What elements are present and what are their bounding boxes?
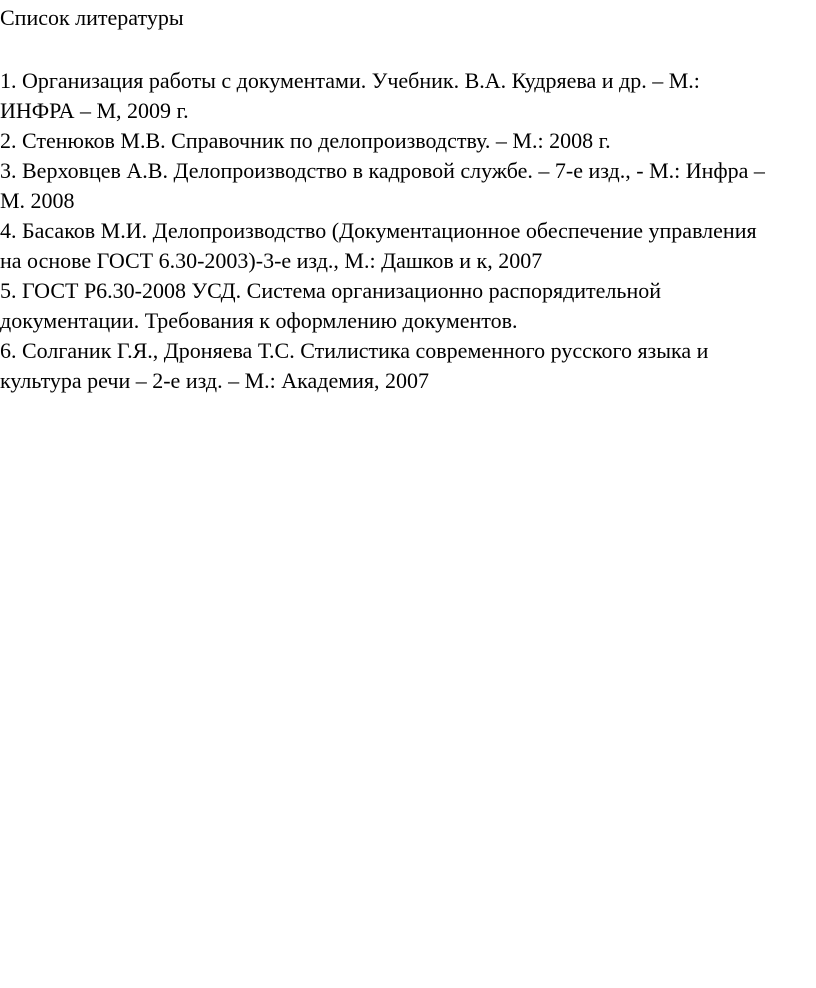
reference-line: 3. Верховцев А.В. Делопроизводство в кадровой службе. – 7-е изд., - М.: Инфра –: [0, 158, 765, 183]
reference-line: 6. Солганик Г.Я., Дроняева Т.С. Стилистика современного русского языка и: [0, 338, 709, 363]
reference-line: 1. Организация работы с документами. Учебник. В.А. Кудряева и др. – М.:: [0, 68, 700, 93]
reference-item-6: [0, 336, 806, 396]
reference-line: 2. Стенюков М.В. Справочник по делопроизводству. – М.: 2008 г.: [0, 128, 611, 153]
reference-line: 4. Басаков М.И. Делопроизводство (Документационное обеспечение управления: [0, 218, 757, 243]
reference-line: ИНФРА – М, 2009 г.: [0, 98, 189, 123]
reference-line: на основе ГОСТ 6.30-2003)-3-е изд., М.: Дашков и к, 2007: [0, 248, 543, 273]
reference-item-1: [0, 66, 806, 126]
reference-item-2: [0, 126, 806, 156]
reference-list: [0, 66, 806, 396]
reference-line: М. 2008: [0, 188, 75, 213]
reference-line: культура речи – 2-е изд. – М.: Академия, 2007: [0, 368, 430, 393]
reference-item-3: [0, 156, 806, 216]
reference-item-4: [0, 216, 806, 276]
reference-item-5: [0, 276, 806, 336]
reference-line: документации. Требования к оформлению документов.: [0, 308, 518, 333]
reference-line: 5. ГОСТ Р6.30-2008 УСД. Система организационно распорядительной: [0, 278, 661, 303]
bibliography-title: Список литературы: [0, 5, 184, 30]
